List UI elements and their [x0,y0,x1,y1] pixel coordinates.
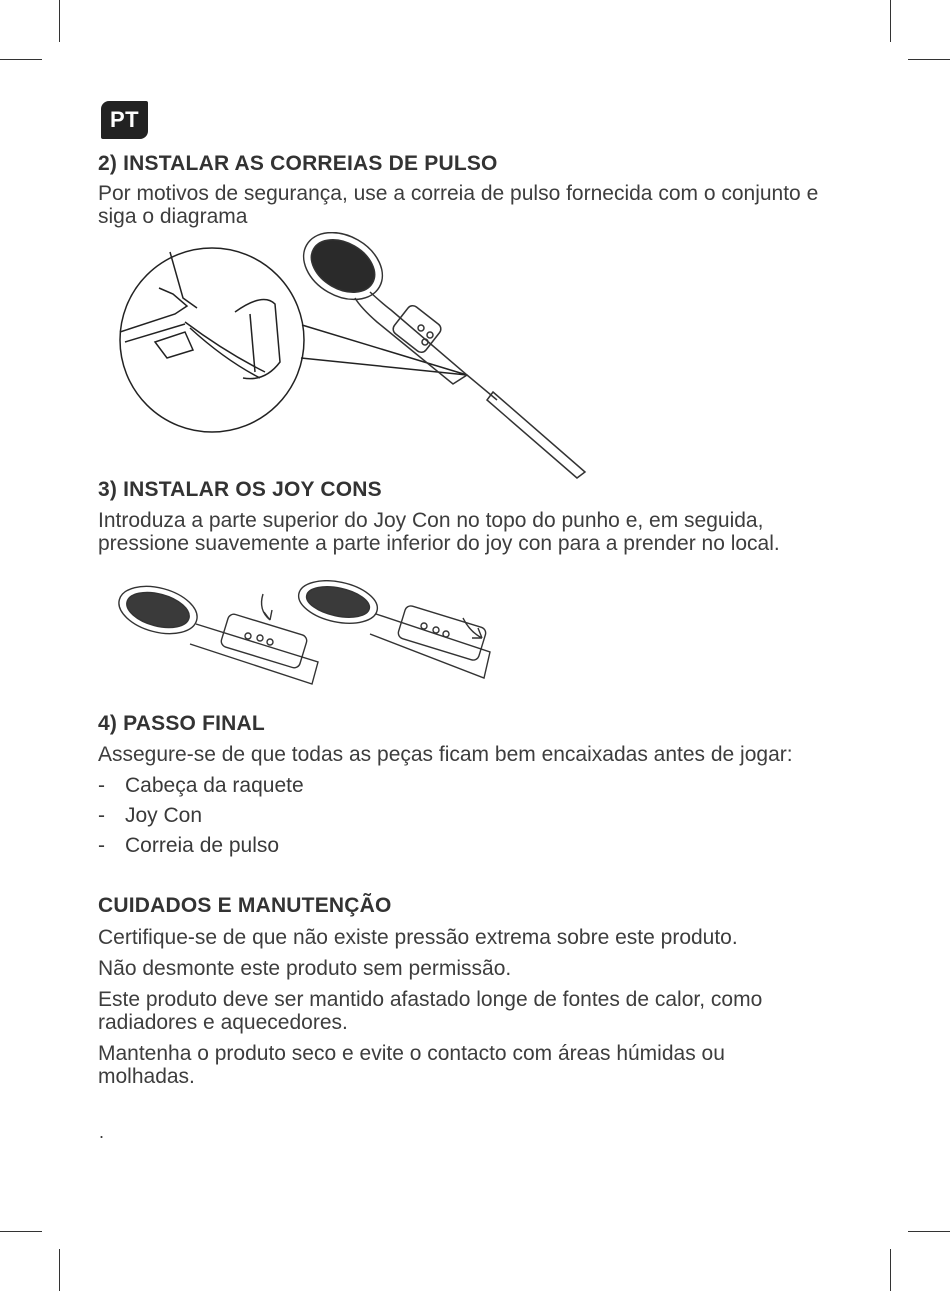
crop-mark [908,59,950,60]
section-care [98,894,858,1088]
section-heading: CUIDADOS E MANUTENÇÃO [98,894,392,917]
section-heading: 3) INSTALAR OS JOY CONS [98,478,382,501]
section-wrist-straps [98,152,858,228]
joycon-insertion-diagram [118,580,498,692]
crop-mark [0,1231,42,1232]
crop-mark [908,1231,950,1232]
footer-mark: . [99,1122,105,1142]
section-heading: 4) PASSO FINAL [98,712,265,735]
care-paragraph: Mantenha o produto seco e evite o contacto com áreas húmidas ou molhadas. [98,1042,725,1088]
list-bullet: - [98,834,105,857]
section-body: Por motivos de segurança, use a correia de pulso fornecida com o conjunto e siga o diagrama [98,182,819,228]
list-bullet: - [98,774,105,797]
section-body: Introduza a parte superior do Joy Con no topo do punho e, em seguida, pressione suavemente a parte inferior do joy con para a prender no local. [98,509,780,555]
section-joy-cons [98,478,858,555]
language-badge: PT [101,101,148,139]
section-heading: 2) INSTALAR AS CORREIAS DE PULSO [98,152,498,175]
crop-mark [890,0,891,42]
checklist [98,774,858,857]
wrist-strap-diagram [115,232,595,482]
section-final-step [98,712,858,864]
list-item: - Cabeça da raquete [98,774,304,797]
list-bullet: - [98,804,105,827]
section-intro: Assegure-se de que todas as peças ficam bem encaixadas antes de jogar: [98,743,793,766]
care-paragraph: Não desmonte este produto sem permissão. [98,957,512,980]
crop-mark [59,0,60,42]
list-item: - Correia de pulso [98,834,280,857]
list-item: - Joy Con [98,804,203,827]
crop-mark [59,1249,60,1291]
crop-mark [890,1249,891,1291]
crop-mark [0,59,42,60]
care-paragraph: Este produto deve ser mantido afastado longe de fontes de calor, como radiadores e aquecedores. [98,988,763,1034]
care-paragraph: Certifique-se de que não existe pressão extrema sobre este produto. [98,926,738,949]
